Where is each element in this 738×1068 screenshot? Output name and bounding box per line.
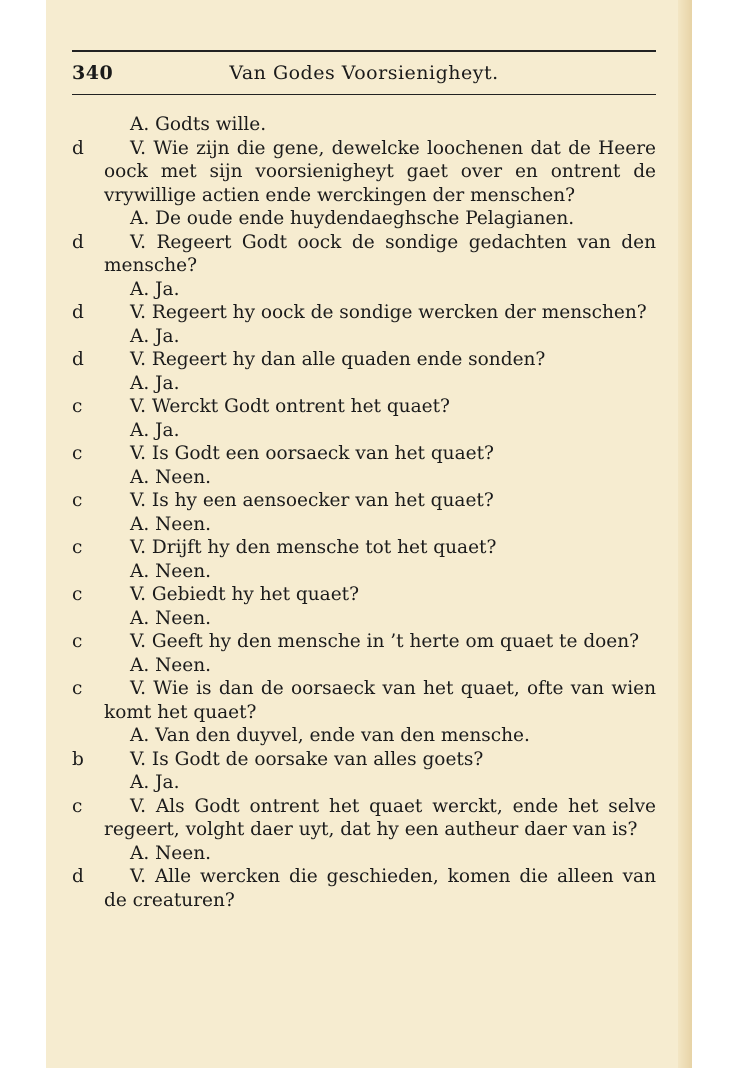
answer-entry <box>72 654 656 678</box>
answer-text: A. De oude ende huydendaeghsche Pelagianen. <box>130 208 575 229</box>
question-text: V. Werckt Godt ontrent het quaet? <box>130 396 450 417</box>
margin-marker: b <box>72 748 84 770</box>
question-entry <box>72 795 656 842</box>
question-entry <box>72 536 656 560</box>
answer-entry <box>72 419 656 443</box>
margin-marker: d <box>72 231 84 253</box>
question-entry <box>72 583 656 607</box>
margin-marker: d <box>72 137 84 159</box>
question-entry <box>72 442 656 466</box>
question-text: V. Gebiedt hy het quaet? <box>130 584 359 605</box>
question-text: V. Is hy een aensoecker van het quaet? <box>130 490 494 511</box>
margin-marker: d <box>72 866 84 887</box>
header-rule-top <box>72 50 656 52</box>
question-text: V. Is Godt een oorsaeck van het quaet? <box>130 443 494 464</box>
question-text: V. Regeert hy dan alle quaden ende sonden? <box>130 349 546 370</box>
page-spine-shadow <box>678 0 692 1068</box>
margin-marker: c <box>72 631 83 652</box>
question-text: V. Drijft hy den mensche tot het quaet? <box>130 537 497 558</box>
answer-entry <box>72 513 656 537</box>
question-entry <box>72 630 656 654</box>
answer-entry <box>72 607 656 631</box>
margin-marker: c <box>72 490 83 511</box>
question-text: V. Als Godt ontrent het quaet werckt, ende het selve regeert, volght daer uyt, dat hy een autheur daer van is? <box>104 795 656 840</box>
question-text: V. Regeert hy oock de sondige wercken der menschen? <box>130 302 647 323</box>
question-entry <box>72 748 656 772</box>
question-entry <box>72 231 656 278</box>
margin-marker: c <box>72 795 83 817</box>
answer-entry <box>72 560 656 584</box>
page-number: 340 <box>72 62 114 84</box>
question-entry <box>72 489 656 513</box>
answer-entry <box>72 325 656 349</box>
question-entry <box>72 395 656 419</box>
question-entry <box>72 677 656 724</box>
catechism-text <box>72 113 656 912</box>
answer-text: A. Ja. <box>130 419 180 441</box>
answer-text: A. Ja. <box>130 278 180 300</box>
answer-text: A. Neen. <box>130 842 212 864</box>
margin-marker: c <box>72 396 83 417</box>
answer-text: A. Ja. <box>130 325 180 347</box>
answer-text: A. Neen. <box>130 513 212 535</box>
margin-marker: d <box>72 349 84 370</box>
question-text: V. Alle wercken die geschieden, komen die alleen van de creaturen? <box>104 866 656 911</box>
question-entry <box>72 137 656 208</box>
answer-entry <box>72 724 656 748</box>
answer-text: A. Godts wille. <box>130 114 267 135</box>
header-rule-bottom <box>72 94 656 95</box>
answer-text: A. Neen. <box>130 560 212 582</box>
answer-text: A. Neen. <box>130 654 212 676</box>
question-entry <box>72 301 656 325</box>
answer-entry <box>72 207 656 231</box>
answer-text: A. Ja. <box>130 372 180 394</box>
answer-entry <box>72 372 656 396</box>
answer-entry <box>72 466 656 490</box>
margin-marker: c <box>72 584 83 605</box>
answer-text: A. Neen. <box>130 607 212 629</box>
margin-marker: c <box>72 537 83 558</box>
question-text: V. Is Godt de oorsake van alles goets? <box>130 748 484 770</box>
answer-text: A. Van den duyvel, ende van den mensche. <box>130 725 530 746</box>
answer-text: A. Ja. <box>130 772 180 793</box>
running-title: Van Godes Voorsienigheyt. <box>229 62 499 84</box>
margin-marker: c <box>72 678 83 699</box>
margin-marker: c <box>72 443 83 464</box>
question-entry <box>72 865 656 912</box>
question-text: V. Wie zijn die gene, dewelcke loochenen dat de Heere oock met sijn voorsienigheyt gaet over en ontrent de vrywillige actien ende werckingen der menschen? <box>104 137 656 206</box>
question-text: V. Regeert Godt oock de sondige gedachten van den mensche? <box>104 231 656 276</box>
margin-marker: d <box>72 302 84 323</box>
book-page <box>46 0 692 1068</box>
question-text: V. Wie is dan de oorsaeck van het quaet, ofte van wien komt het quaet? <box>104 678 656 723</box>
answer-text: A. Neen. <box>130 466 212 488</box>
answer-entry <box>72 842 656 866</box>
page-header <box>72 60 656 90</box>
answer-entry <box>72 771 656 795</box>
question-entry <box>72 348 656 372</box>
question-text: V. Geeft hy den mensche in ’t herte om quaet te doen? <box>130 631 640 652</box>
answer-entry <box>72 113 656 137</box>
answer-entry <box>72 278 656 302</box>
